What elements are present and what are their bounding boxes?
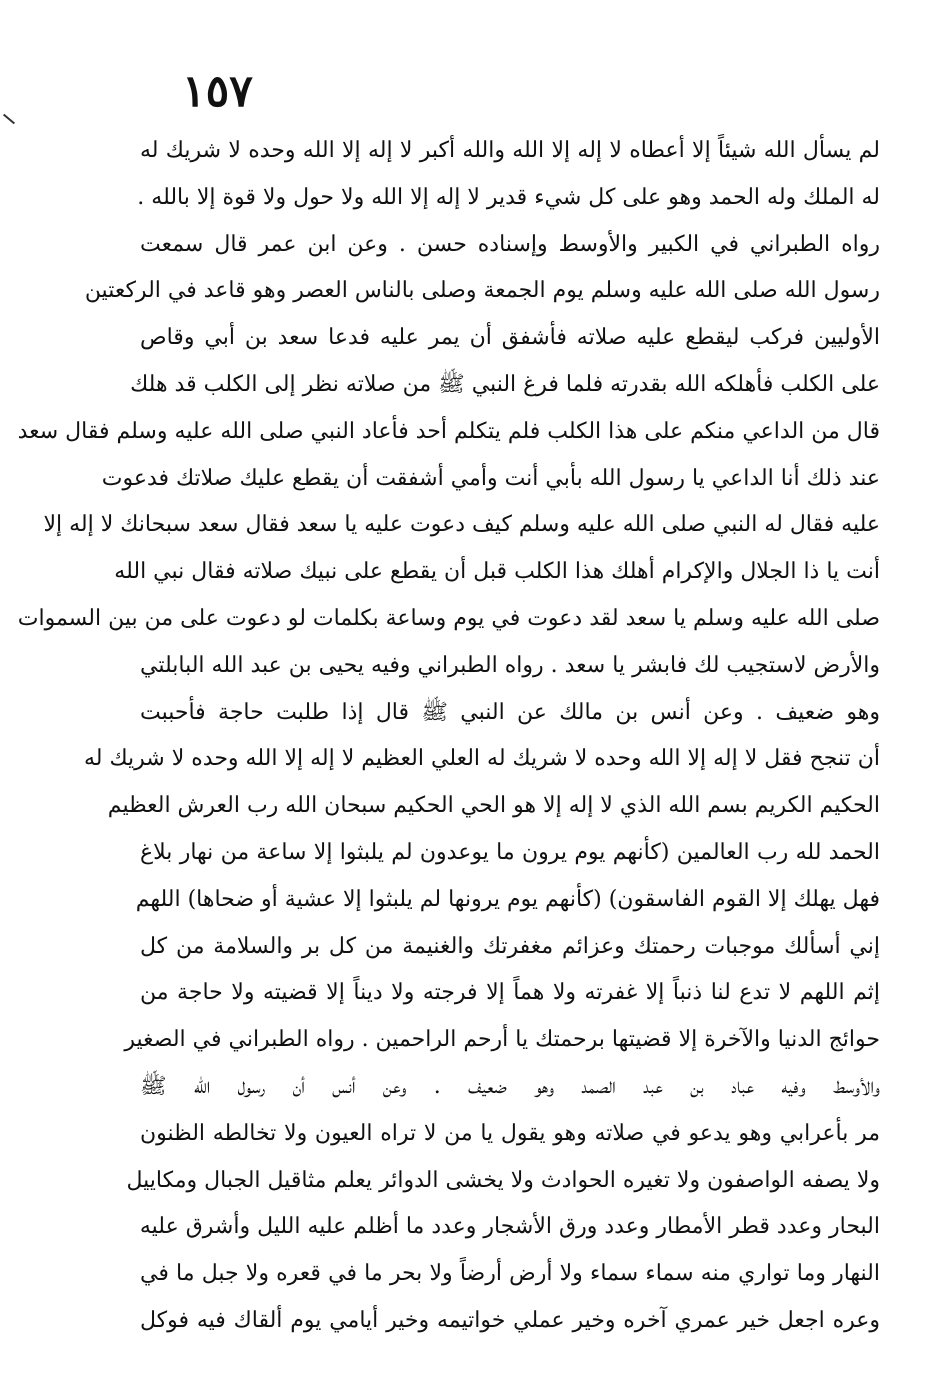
text-line: على الكلب فأهلكه الله بقدرته فلما فرغ النبي ﷺ من صلاته نظر إلى الكلب قد هلك xyxy=(130,371,880,397)
text-line: وعره اجعل خير عمري آخره وخير عملي خواتيمه وخير أيامي يوم ألقاك فيه فوكل xyxy=(140,1307,880,1333)
text-line: البحار وعدد قطر الأمطار وعدد ورق الأشجار وعدد ما أظلم عليه الليل وأشرق عليه xyxy=(139,1214,880,1240)
text-line: لم يسأل الله شيئاً إلا أعطاه لا إله إلا الله والله أكبر لا إله إلا الله وحده لا شريك له xyxy=(140,138,880,163)
body-text xyxy=(17,128,880,1345)
scan-artifact-mark xyxy=(3,114,15,125)
text-line: رسول الله صلى الله عليه وسلم يوم الجمعة وصلى بالناس العصر وهو قاعد في الركعتين xyxy=(84,278,880,304)
text-line: والأوسط وفيه عباد بن عبد الصمد وهو ضعيف . وعن أنس أن رسول الله ﷺ xyxy=(140,1073,880,1099)
text-line: ولا يصفه الواصفون ولا تغيره الحوادث ولا يخشى الدوائر يعلم مثاقيل الجبال ومكاييل xyxy=(126,1167,880,1193)
text-line: الحمد لله رب العالمين (كأنهم يوم يرون ما يوعدون لم يلبثوا إلا ساعة من نهار بلاغ xyxy=(140,839,880,865)
text-line: عليه فقال له النبي صلى الله عليه وسلم كيف دعوت عليه يا سعد فقال سعد سبحانك لا إله إلا xyxy=(43,512,880,538)
text-line: مر بأعرابي وهو يدعو في صلاته وهو يقول يا من لا تراه العيون ولا تخالطه الظنون xyxy=(140,1120,880,1146)
text-line: صلى الله عليه وسلم يا سعد لقد دعوت في يوم وساعة بكلمات لو دعوت على من بين السموات xyxy=(17,605,880,631)
text-line: رواه الطبراني في الكبير والأوسط وإسناده حسن . وعن ابن عمر قال سمعت xyxy=(140,231,880,257)
text-line: الحكيم الكريم بسم الله الذي لا إله إلا هو الحي الحكيم سبحان الله رب العرش العظيم xyxy=(107,793,880,819)
text-line: قال من الداعي منكم على هذا الكلب فلم يتكلم أحد فأعاد النبي صلى الله عليه وسلم فقال سعد xyxy=(17,418,880,444)
text-line: إني أسألك موجبات رحمتك وعزائم مغفرتك والغنيمة من كل بر والسلامة من كل xyxy=(140,933,880,959)
text-line: عند ذلك أنا الداعي يا رسول الله بأبي أنت وأمي أشفقت أن يقطع عليك صلاتك فدعوت xyxy=(101,465,880,491)
text-line: إثم اللهم لا تدع لنا ذنباً إلا غفرته ولا هماً إلا فرجته ولا ديناً إلا قضيته ولا حاجة من xyxy=(140,980,880,1006)
text-line: والأرض لاستجيب لك فابشر يا سعد . رواه الطبراني وفيه يحيى بن عبد الله البابلتي xyxy=(140,652,880,678)
text-line: فهل يهلك إلا القوم الفاسقون) (كأنهم يوم يرونها لم يلبثوا إلا عشية أو ضحاها) اللهم xyxy=(135,886,880,912)
page-number: ١٥٧ xyxy=(182,66,253,117)
text-line: له الملك وله الحمد وهو على كل شيء قدير لا إله إلا الله ولا حول ولا قوة إلا بالله . xyxy=(137,184,880,210)
text-line: أنت يا ذا الجلال والإكرام أهلك هذا الكلب قبل أن يقطع على نبيك صلاته فقال نبي الله xyxy=(114,559,880,585)
text-line: الأوليين فركب ليقطع عليه صلاته فأشفق أن يمر عليه فدعا سعد بن أبي وقاص xyxy=(140,325,880,351)
text-line: النهار وما تواري منه سماء سماء ولا أرض أرضاً ولا بحر ما في قعره ولا جبل ما في xyxy=(140,1261,880,1287)
text-line: حوائج الدنيا والآخرة إلا قضيتها برحمتك يا أرحم الراحمين . رواه الطبراني في الصغير xyxy=(124,1027,880,1053)
text-line: أن تنجح فقل لا إله إلا الله وحده لا شريك له العلي العظيم لا إله إلا الله وحده لا شريك له xyxy=(84,746,880,772)
text-line: وهو ضعيف . وعن أنس بن مالك عن النبي ﷺ قال إذا طلبت حاجة فأحببت xyxy=(140,699,880,725)
